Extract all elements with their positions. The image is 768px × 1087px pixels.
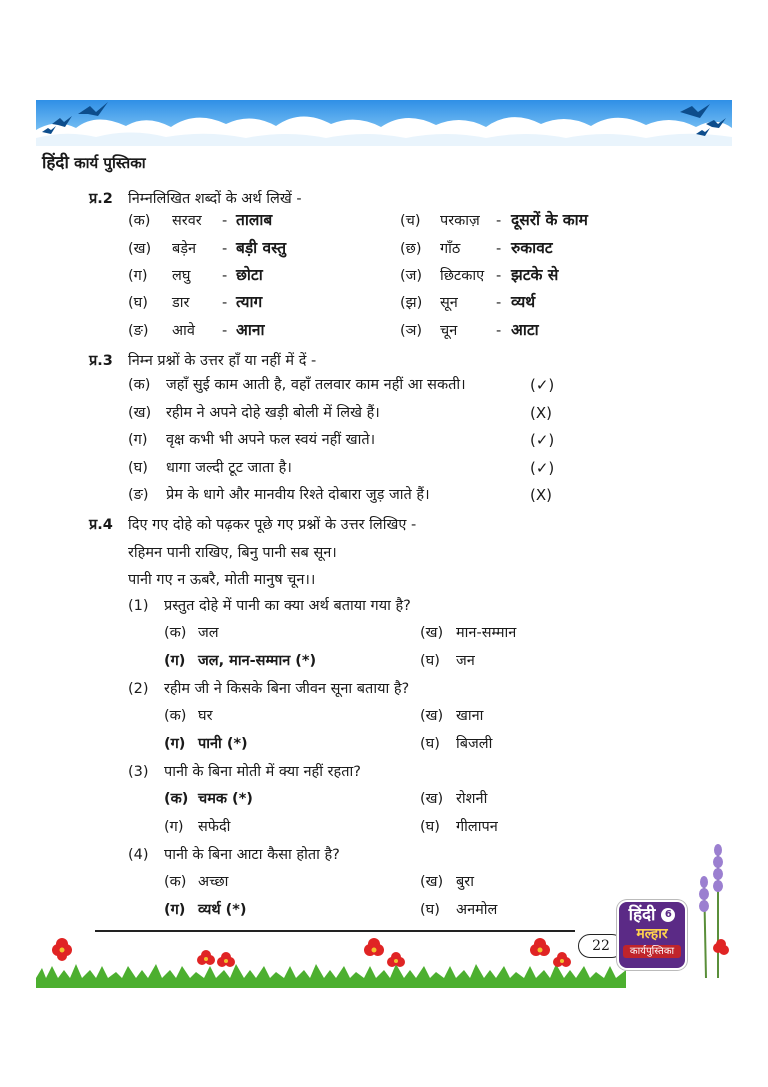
- option-mark: (क): [164, 874, 187, 890]
- option-text: रोशनी: [456, 791, 488, 807]
- q2-item-meaning: आटा: [511, 321, 539, 339]
- option-mark: (ख): [420, 874, 444, 890]
- option-mark: (ग): [164, 819, 184, 835]
- option-text: बुरा: [456, 874, 474, 890]
- q3-item-answer: (X): [530, 486, 552, 504]
- option-mark: (घ): [420, 653, 440, 669]
- q2-prompt: निम्नलिखित शब्दों के अर्थ लिखें -: [128, 191, 302, 207]
- correct-option-text: चमक (*): [198, 791, 253, 807]
- q2-item-dash: -: [496, 213, 502, 229]
- q2-item-dash: -: [222, 323, 228, 339]
- q3-item-mark: (क): [128, 377, 151, 393]
- q3-item-mark: (ग): [128, 432, 148, 448]
- lavender-icon: [688, 838, 734, 978]
- q2-item-dash: -: [222, 295, 228, 311]
- option-text: बिजली: [456, 736, 493, 752]
- book-title-rest: कार्य पुस्तिका: [74, 154, 146, 172]
- q2-item-dash: -: [496, 268, 502, 284]
- option-text: अच्छा: [198, 874, 229, 890]
- q2-item-mark: (ञ): [400, 323, 423, 339]
- subquestion-text: पानी के बिना आटा कैसा होता है?: [164, 847, 340, 863]
- option-mark: (ख): [420, 625, 444, 641]
- doha-line-1: रहिमन पानी राखिए, बिनु पानी सब सून।: [128, 545, 337, 561]
- subquestion-text: पानी के बिना मोती में क्या नहीं रहता?: [164, 764, 361, 780]
- q2-item-word: सरवर: [172, 213, 202, 229]
- q2-item-word: चून: [440, 323, 458, 339]
- subquestion-number: (2): [128, 681, 149, 697]
- option-mark: (घ): [420, 736, 440, 752]
- book-title: [42, 150, 146, 173]
- q3-item-mark: (ख): [128, 405, 152, 421]
- q4-prompt: दिए गए दोहे को पढ़कर पूछे गए प्रश्नों के उत्तर लिखिए -: [128, 517, 417, 533]
- q2-item-mark: (क): [128, 213, 151, 229]
- correct-option-mark: (ग): [164, 653, 186, 669]
- q3-item-answer: (✓): [530, 376, 555, 394]
- option-mark: (क): [164, 708, 187, 724]
- option-text: सफेदी: [198, 819, 231, 835]
- badge-subtitle: कार्यपुस्तिका: [623, 945, 681, 958]
- subquestion-number: (4): [128, 847, 149, 863]
- page-number: 22: [578, 934, 624, 958]
- q2-item-meaning: बड़ी वस्तु: [236, 239, 287, 257]
- option-text: जन: [456, 653, 475, 669]
- q2-item-meaning: दूसरों के काम: [511, 211, 588, 229]
- footer-divider: [95, 930, 575, 932]
- subquestion-number: (3): [128, 764, 149, 780]
- birds-right-icon: [670, 100, 734, 140]
- correct-option-mark: (ग): [164, 902, 186, 918]
- option-text: घर: [198, 708, 213, 724]
- q2-item-dash: -: [222, 213, 228, 229]
- q4-label: प्र.4: [89, 517, 113, 533]
- option-mark: (घ): [420, 902, 440, 918]
- q2-label: प्र.2: [89, 191, 113, 207]
- q2-item-meaning: छोटा: [236, 266, 263, 284]
- q2-item-dash: -: [222, 268, 228, 284]
- q2-item-mark: (घ): [128, 295, 148, 311]
- q3-label: प्र.3: [89, 353, 113, 369]
- q3-item-text: जहाँ सुई काम आती है, वहाँ तलवार काम नहीं आ सकती।: [166, 377, 466, 393]
- q2-item-mark: (छ): [400, 241, 422, 257]
- q3-item-text: रहीम ने अपने दोहे खड़ी बोली में लिखे हैं।: [166, 405, 380, 421]
- book-title-hindi: हिंदी: [42, 153, 69, 173]
- q2-item-mark: (च): [400, 213, 421, 229]
- correct-option-mark: (ग): [164, 736, 186, 752]
- correct-option-text: पानी (*): [198, 736, 248, 752]
- q2-item-word: गाँठ: [440, 241, 461, 257]
- q2-item-mark: (ङ): [128, 323, 149, 339]
- q2-item-word: सून: [440, 295, 458, 311]
- flower-grass-border-icon: [36, 938, 626, 988]
- option-mark: (क): [164, 625, 187, 641]
- option-text: मान-सम्मान: [456, 625, 517, 641]
- birds-left-icon: [38, 96, 128, 136]
- option-mark: (ख): [420, 791, 444, 807]
- option-mark: (घ): [420, 819, 440, 835]
- q2-item-mark: (ज): [400, 268, 423, 284]
- q2-item-mark: (ग): [128, 268, 148, 284]
- q3-item-mark: (ङ): [128, 487, 149, 503]
- correct-option-mark: (क): [164, 791, 189, 807]
- q3-item-text: वृक्ष कभी भी अपने फल स्वयं नहीं खाते।: [166, 432, 376, 448]
- q2-item-word: परकाज़: [440, 213, 480, 229]
- q2-item-meaning: रुकावट: [511, 239, 553, 257]
- q2-item-dash: -: [222, 241, 228, 257]
- q2-item-dash: -: [496, 241, 502, 257]
- q2-item-meaning: त्याग: [236, 293, 263, 311]
- q2-item-meaning: व्यर्थ: [511, 293, 536, 311]
- q2-item-dash: -: [496, 295, 502, 311]
- subquestion-text: रहीम जी ने किसके बिना जीवन सूना बताया है?: [164, 681, 410, 697]
- badge-title: हिंदी: [628, 905, 656, 925]
- q2-item-meaning: तालाब: [236, 211, 273, 229]
- q3-item-mark: (घ): [128, 460, 148, 476]
- subquestion-text: प्रस्तुत दोहे में पानी का क्या अर्थ बताया गया है?: [164, 598, 411, 614]
- correct-option-text: व्यर्थ (*): [198, 902, 247, 918]
- q2-item-word: डार: [172, 295, 190, 311]
- q3-prompt: निम्न प्रश्नों के उत्तर हाँ या नहीं में दें -: [128, 353, 317, 369]
- header-sky-banner: [36, 100, 732, 146]
- q3-item-answer: (✓): [530, 431, 555, 449]
- badge-grade: 6: [661, 908, 675, 922]
- q2-item-mark: (झ): [400, 295, 423, 311]
- q3-item-text: प्रेम के धागे और मानवीय रिश्ते दोबारा जुड़ जाते हैं।: [166, 487, 430, 503]
- q2-item-word: बड़ेन: [172, 241, 197, 257]
- q2-item-word: आवे: [172, 323, 195, 339]
- q3-item-answer: (X): [530, 404, 552, 422]
- option-text: अनमोल: [456, 902, 498, 918]
- q2-item-mark: (ख): [128, 241, 152, 257]
- option-text: खाना: [456, 708, 484, 724]
- correct-option-text: जल, मान-सम्मान (*): [198, 653, 317, 669]
- option-text: जल: [198, 625, 219, 641]
- q2-item-word: लघु: [172, 268, 191, 284]
- q3-item-answer: (✓): [530, 459, 555, 477]
- q2-item-dash: -: [496, 323, 502, 339]
- subquestion-number: (1): [128, 598, 149, 614]
- option-text: गीलापन: [456, 819, 498, 835]
- doha-line-2: पानी गए न ऊबरै, मोती मानुष चून।।: [128, 572, 316, 588]
- badge-series: मल्हार: [636, 926, 668, 942]
- q2-item-word: छिटकाए: [440, 268, 485, 284]
- q3-item-text: धागा जल्दी टूट जाता है।: [166, 460, 292, 476]
- q2-item-meaning: आना: [236, 321, 265, 339]
- q2-item-meaning: झटके से: [511, 266, 559, 284]
- hindi-malhar-badge: [619, 902, 685, 968]
- option-mark: (ख): [420, 708, 444, 724]
